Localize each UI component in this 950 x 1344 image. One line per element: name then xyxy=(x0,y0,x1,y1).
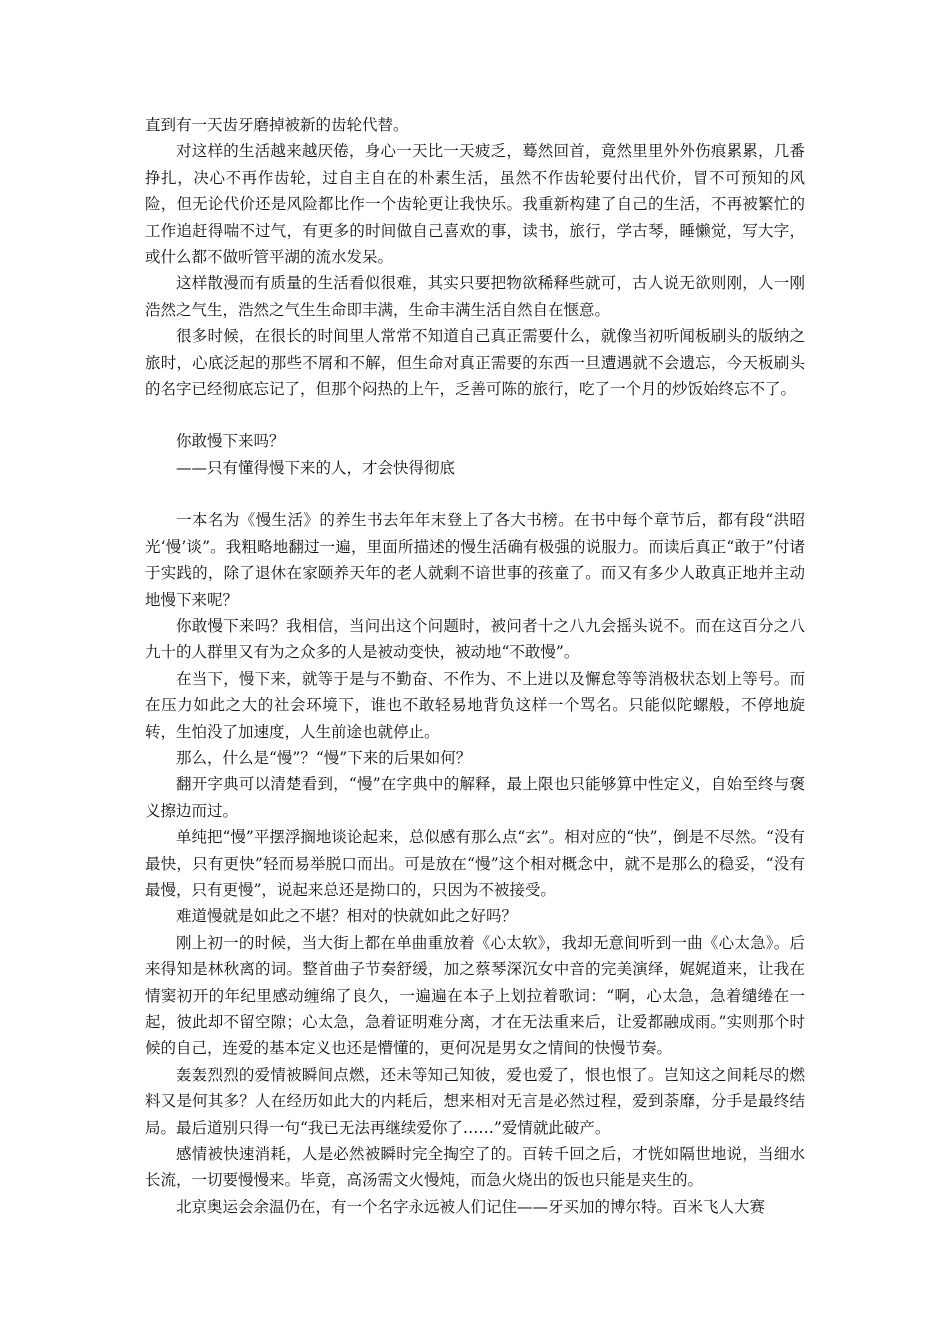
paragraph: 北京奥运会余温仍在，有一个名字永远被人们记住——牙买加的博尔特。百米飞人大赛 xyxy=(176,1197,766,1216)
paragraph: 在当下，慢下来，就等于是与不勤奋、不作为、不上进以及懈怠等等消极状态划上等号。而在压力如此之大的社会环境下，谁也不敢轻易地背负这样一个骂名。只能似陀螺般，不停地旋转，生怕没了加速度，人生前途也就停止。 xyxy=(145,669,805,741)
article-subtitle: ——只有懂得慢下来的人，才会快得彻底 xyxy=(176,458,456,477)
section-gap xyxy=(145,481,805,507)
paragraph: 这样散漫而有质量的生活看似很难，其实只要把物欲稀释些就可，古人说无欲则刚，人一刚浩然之气生，浩然之气生生命即丰满，生命丰满生活自然自在惬意。 xyxy=(145,274,805,319)
section-gap xyxy=(145,402,805,428)
paragraph: 你敢慢下来吗？我相信，当问出这个问题时，被问者十之八九会摇头说不。而在这百分之八九十的人群里又有为之众多的人是被动变快，被动地“不敢慢”。 xyxy=(145,616,805,662)
document-body xyxy=(145,112,805,1220)
paragraph: 翻开字典可以清楚看到，“慢”在字典中的解释，最上限也只能够算中性定义，自始至终与褒义擦边而过。 xyxy=(145,775,805,820)
paragraph: 刚上初一的时候，当大街上都在单曲重放着《心太软》，我却无意间听到一曲《心太急》。后来得知是林秋离的词。整首曲子节奏舒缓，加之蔡琴深沉女中音的完美演绎，娓娓道来，让我在情窦初开的年纪里感动缠绵了良久，一遍遍在本子上划拉着歌词：“啊，心太急，急着缱绻在一起，彼此却不留空隙；心太急，急着证明难分离，才在无法重来后，让爱都融成雨。”实则那个时候的自己，连爱的基本定义也还是懵懂的，更何况是男女之情间的快慢节奏。 xyxy=(145,933,805,1058)
paragraph: 对这样的生活越来越厌倦，身心一天比一天疲乏，蓦然回首，竟然里里外外伤痕累累，几番挣扎，决心不再作齿轮，过自主自在的朴素生活，虽然不作齿轮要付出代价，冒不可预知的风险，但无论代价还是风险都比作一个齿轮更让我快乐。我重新构建了自己的生活，不再被繁忙的工作追赶得喘不过气，有更多的时间做自己喜欢的事，读书，旅行，学古琴，睡懒觉，写大字，或什么都不做听管平湖的流水发呆。 xyxy=(145,142,805,267)
paragraph: 很多时候，在很长的时间里人常常不知道自己真正需要什么，就像当初听闻板刷头的版纳之旅时，心底泛起的那些不屑和不解，但生命对真正需要的东西一旦遭遇就不会遗忘，今天板刷头的名字已经彻底忘记了，但那个闷热的上午，乏善可陈的旅行，吃了一个月的炒饭始终忘不了。 xyxy=(145,327,805,399)
paragraph: 难道慢就是如此之不堪？相对的快就如此之好吗？ xyxy=(176,907,518,926)
paragraph: 那么，什么是“慢”？“慢”下来的后果如何？ xyxy=(176,748,472,767)
paragraph: 单纯把“慢”平摆浮搁地谈论起来，总似感有那么点“玄”。相对应的“快”，倒是不尽然。“没有最快，只有更快”轻而易举脱口而出。可是放在“慢”这个相对概念中，就不是那么的稳妥，“没有最慢，只有更慢”，说起来总还是拗口的，只因为不被接受。 xyxy=(145,828,805,899)
paragraph: 一本名为《慢生活》的养生书去年年末登上了各大书榜。在书中每个章节后，都有段“洪昭光‘慢’谈”。我粗略地翻过一遍，里面所描述的慢生活确有极强的说服力。而读后真正“敢于”付诸于实践的，除了退休在家颐养天年的老人就剩不谙世事的孩童了。而又有多少人敢真正地并主动地慢下来呢？ xyxy=(145,511,805,609)
paragraph-continuation: 直到有一天齿牙磨掉被新的齿轮代替。 xyxy=(145,116,409,134)
paragraph: 感情被快速消耗，人是必然被瞬时完全掏空了的。百转千回之后，才恍如隔世地说，当细水长流，一切要慢慢来。毕竟，高汤需文火慢炖，而急火烧出的饭也只能是夹生的。 xyxy=(145,1145,805,1190)
article-title: 你敢慢下来吗？ xyxy=(176,432,285,451)
paragraph: 轰轰烈烈的爱情被瞬间点燃，还未等知己知彼，爱也爱了，恨也恨了。岂知这之间耗尽的燃料又是何其多？人在经历如此大的内耗后，想来相对无言是必然过程，爱到荼靡，分手是最终结局。最后道别只得一句“我已无法再继续爱你了……”爱情就此破产。 xyxy=(145,1065,805,1137)
